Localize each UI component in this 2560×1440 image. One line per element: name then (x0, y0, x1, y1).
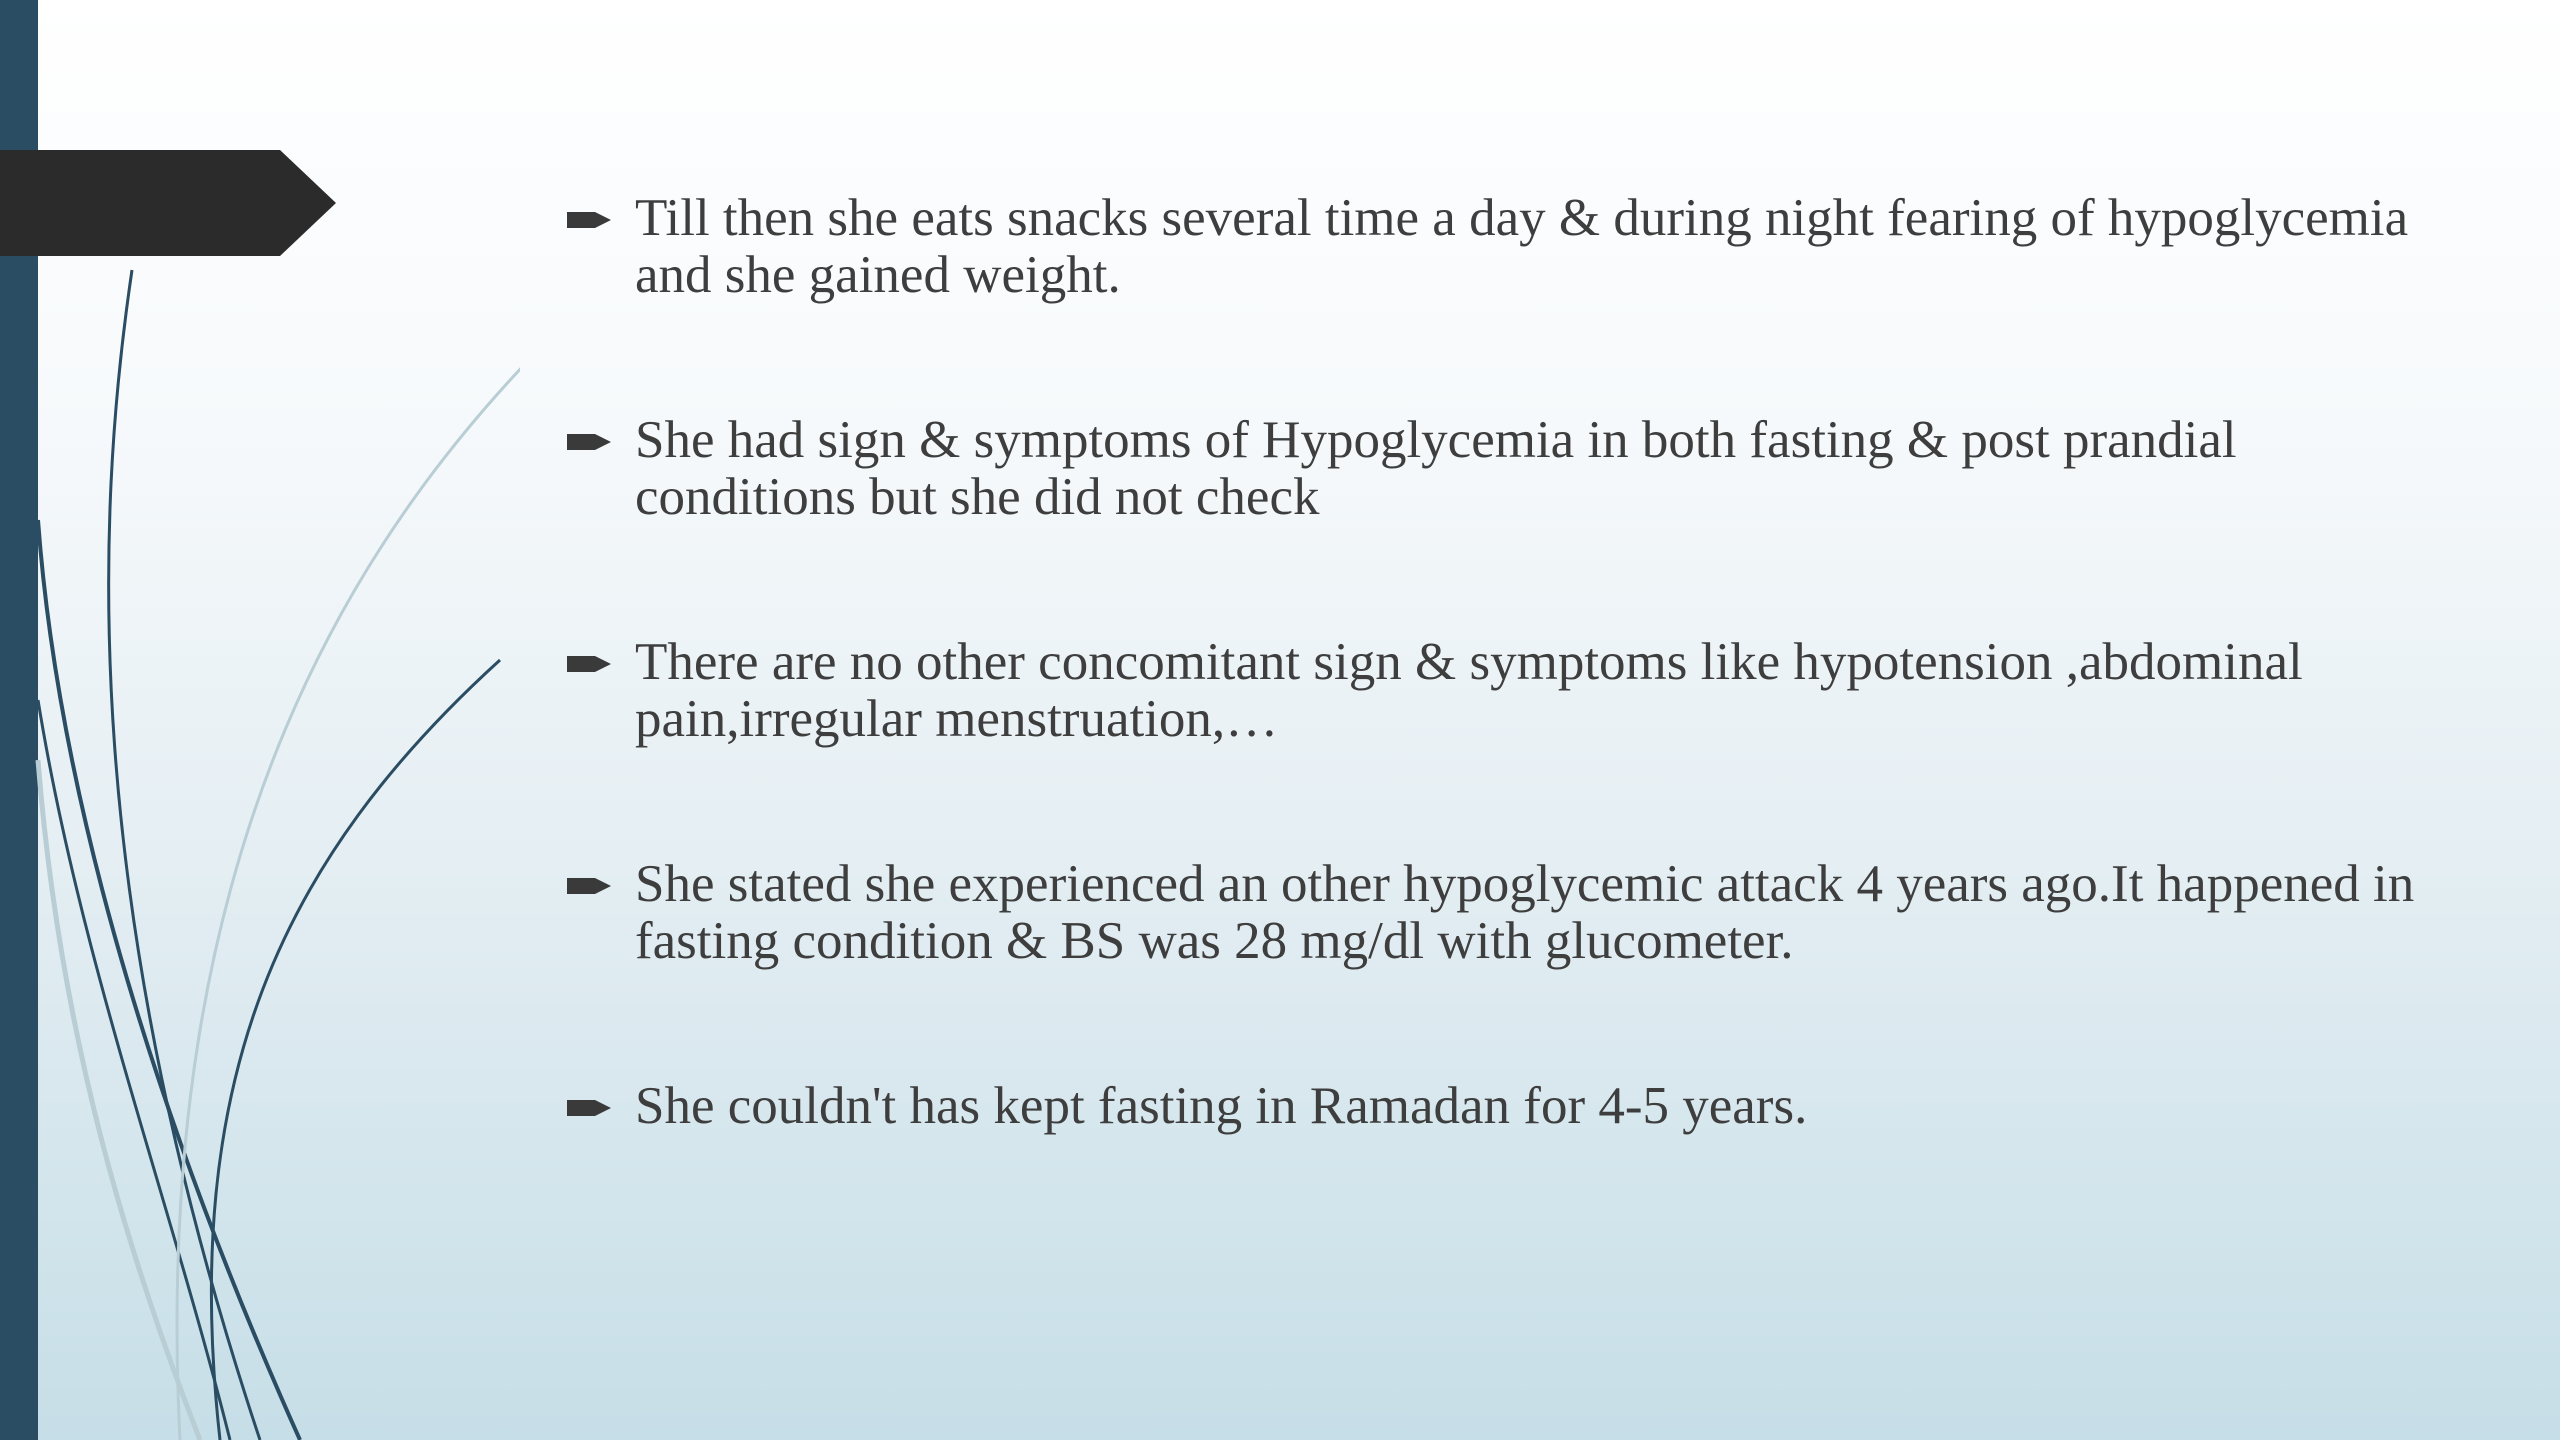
arrow-right-icon (567, 873, 611, 899)
arrow-right-icon (567, 429, 611, 455)
arrow-right-icon (567, 1095, 611, 1121)
arrow-right-icon (567, 651, 611, 677)
bullet-text: She couldn't has kept fasting in Ramadan for 4-5 years. (635, 1077, 1808, 1135)
title-tab-shape (0, 150, 336, 256)
bullet-text: There are no other concomitant sign & symptoms like hypotension ,abdominal pain,irregular menstruation,… (635, 633, 2303, 748)
bullet-text: Till then she eats snacks several time a day & during night fearing of hypoglycemia and she gained weight. (635, 189, 2409, 304)
bullet-item (560, 1078, 2460, 1135)
bullet-item (560, 190, 2460, 304)
bullet-text: She had sign & symptoms of Hypoglycemia in both fasting & post prandial conditions but she did not check (635, 411, 2237, 526)
bullet-item (560, 412, 2460, 526)
slide-content (560, 190, 2460, 1243)
bullet-item (560, 634, 2460, 748)
arrow-right-icon (567, 207, 611, 233)
bullet-item (560, 856, 2460, 970)
bullet-text: She stated she experienced an other hypoglycemic attack 4 years ago.It happened in fasting condition & BS was 28 mg/dl with glucometer. (635, 855, 2415, 970)
